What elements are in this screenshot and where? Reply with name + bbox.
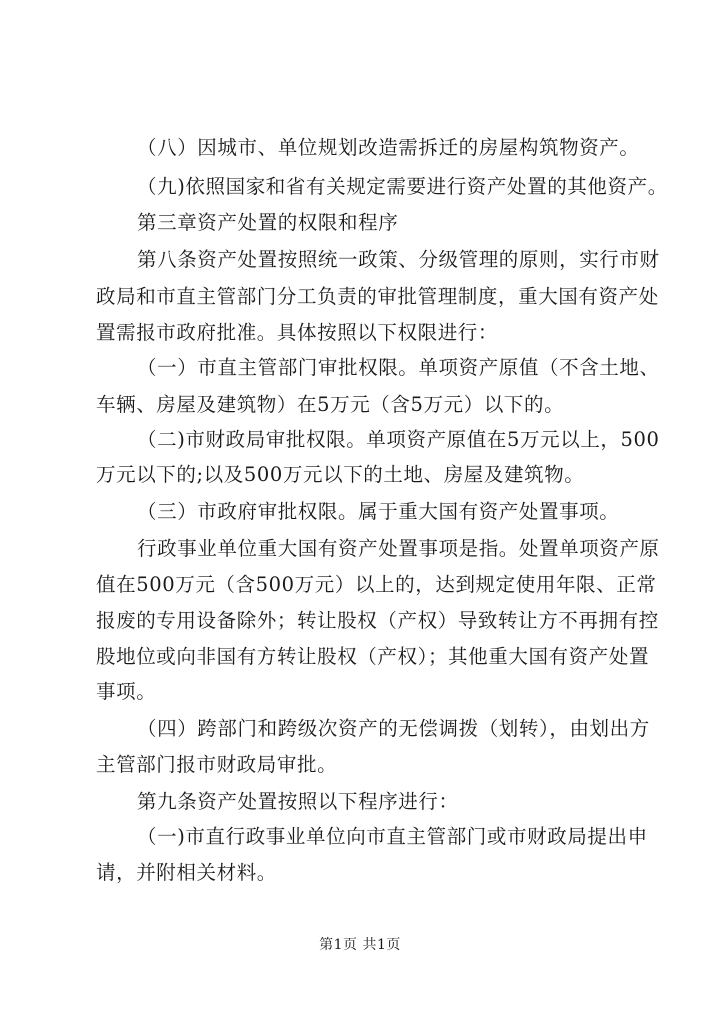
text-line-12: 行政事业单位重大国有资产处置事项是指。处置单项资产原 xyxy=(137,537,660,560)
text-line-1: （八）因城市、单位规划改造需拆迁的房屋构筑物资产。 xyxy=(137,136,640,159)
text-line-7: （一）市直主管部门审批权限。单项资产原值（不含土地、 xyxy=(137,356,660,379)
text-line-6: 置需报市政府批准。具体按照以下权限进行： xyxy=(96,321,499,344)
text-line-5: 政局和市直主管部门分工负责的审批管理制度，重大国有资产处 xyxy=(96,285,659,308)
text-line-19: 第九条资产处置按照以下程序进行： xyxy=(137,790,459,813)
text-line-10: 万元以下的;以及500万元以下的土地、房屋及建筑物。 xyxy=(96,463,585,486)
text-line-15: 股地位或向非国有方转让股权（产权）；其他重大国有资产处置 xyxy=(96,645,650,668)
text-line-20: （一)市直行政事业单位向市直主管部门或市财政局提出申 xyxy=(137,825,648,848)
text-line-13: 值在500万元（含500万元）以上的，达到规定使用年限、正常 xyxy=(96,573,657,596)
text-line-9: （二)市财政局审批权限。单项资产原值在5万元以上，500 xyxy=(137,428,660,451)
text-line-8: 车辆、房屋及建筑物）在5万元（含5万元）以下的。 xyxy=(96,393,565,416)
text-line-2: （九)依照国家和省有关规定需要进行资产处置的其他资产。 xyxy=(137,175,668,198)
text-line-21: 请，并附相关材料。 xyxy=(96,861,277,884)
text-line-18: 主管部门报市财政局审批。 xyxy=(96,753,338,776)
text-line-11: （三）市政府审批权限。属于重大国有资产处置事项。 xyxy=(137,500,620,523)
text-line-16: 事项。 xyxy=(96,680,157,703)
text-line-14: 报废的专用设备除外；转让股权（产权）导致转让方不再拥有控 xyxy=(96,609,659,632)
text-line-17: （四）跨部门和跨级次资产的无偿调拨（划转），由划出方 xyxy=(137,717,650,740)
page-number: 第1页 共1页 xyxy=(319,937,401,953)
text-line-3: 第三章资产处置的权限和程序 xyxy=(137,211,399,234)
text-line-4: 第八条资产处置按照统一政策、分级管理的原则，实行市财 xyxy=(137,248,660,271)
